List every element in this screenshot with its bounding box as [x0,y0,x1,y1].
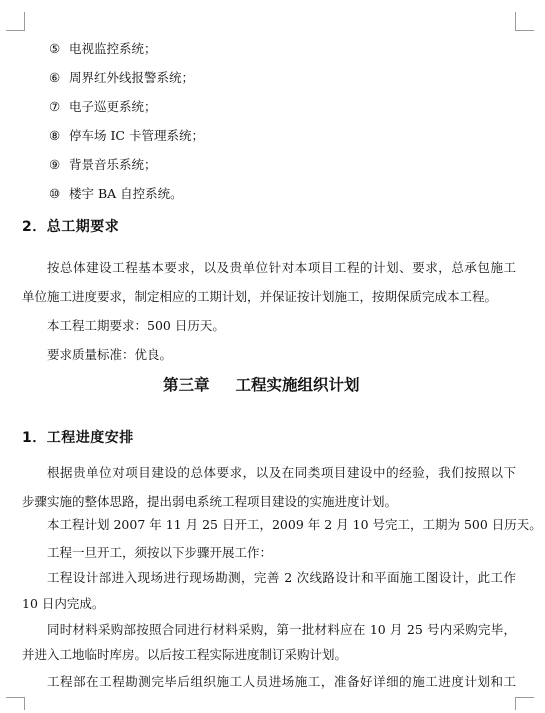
list-item [49,128,204,144]
section-heading-duration: 2．总工期要求 [22,219,120,235]
paragraph-line: 本工程计划 2007 年 11 月 25 日开工，2009 年 2 月 10 号完工，工期为 500 日历天。 [47,517,542,532]
list-item-text: 背景音乐系统； [69,157,157,172]
paragraph-line: 按总体建设工程基本要求，以及贵单位针对本项目工程的计划、要求，总承包施工 [47,260,516,275]
paragraph-line: 要求质量标准：优良。 [47,347,173,362]
paragraph-line: 步骤实施的整体思路，提出弱电系统工程项目建设的实施进度计划。 [22,494,398,509]
list-item [49,186,183,202]
chapter-heading [163,377,360,393]
list-marker: ⑩ [49,186,61,201]
list-item-text: 电视监控系统； [69,41,157,56]
list-marker: ⑨ [49,157,61,172]
list-item [49,99,157,115]
paragraph-line: 10 日内完成。 [22,596,105,611]
paragraph-line: 工程设计部进入现场进行现场勘测，完善 2 次线路设计和平面施工图设计，此工作 [47,570,516,585]
list-item-text: 停车场 IC 卡管理系统； [69,128,204,143]
chapter-title: 工程实施组织计划 [235,376,360,394]
list-item [49,157,157,173]
list-item [49,41,157,57]
paragraph-line: 本工程工期要求：500 日历天。 [47,318,225,333]
list-item-text: 电子巡更系统； [69,99,157,114]
list-marker: ⑧ [49,128,61,143]
paragraph-line: 工程一旦开工，须按以下步骤开展工作： [47,545,273,560]
paragraph-line: 并进入工地临时库房。以后按工程实际进度制订采购计划。 [22,647,348,662]
list-item-text: 楼宇 BA 自控系统。 [69,186,183,201]
section-heading-schedule: 1．工程进度安排 [22,430,134,446]
list-item-text: 周界红外线报警系统； [69,70,195,85]
paragraph-line: 根据贵单位对项目建设的总体要求，以及在同类项目建设中的经验，我们按照以下 [47,465,516,480]
list-marker: ⑤ [49,41,61,56]
paragraph-line: 同时材料采购部按照合同进行材料采购，第一批材料应在 10 月 25 号内采购完毕， [47,622,516,637]
list-marker: ⑥ [49,70,61,85]
list-item [49,70,194,86]
chapter-number: 第三章 [163,376,210,394]
list-marker: ⑦ [49,99,61,114]
paragraph-line: 单位施工进度要求，制定相应的工期计划，并保证按计划施工，按期保质完成本工程。 [22,289,498,304]
paragraph-line: 工程部在工程勘测完毕后组织施工人员进场施工，准备好详细的施工进度计划和工 [47,674,516,689]
